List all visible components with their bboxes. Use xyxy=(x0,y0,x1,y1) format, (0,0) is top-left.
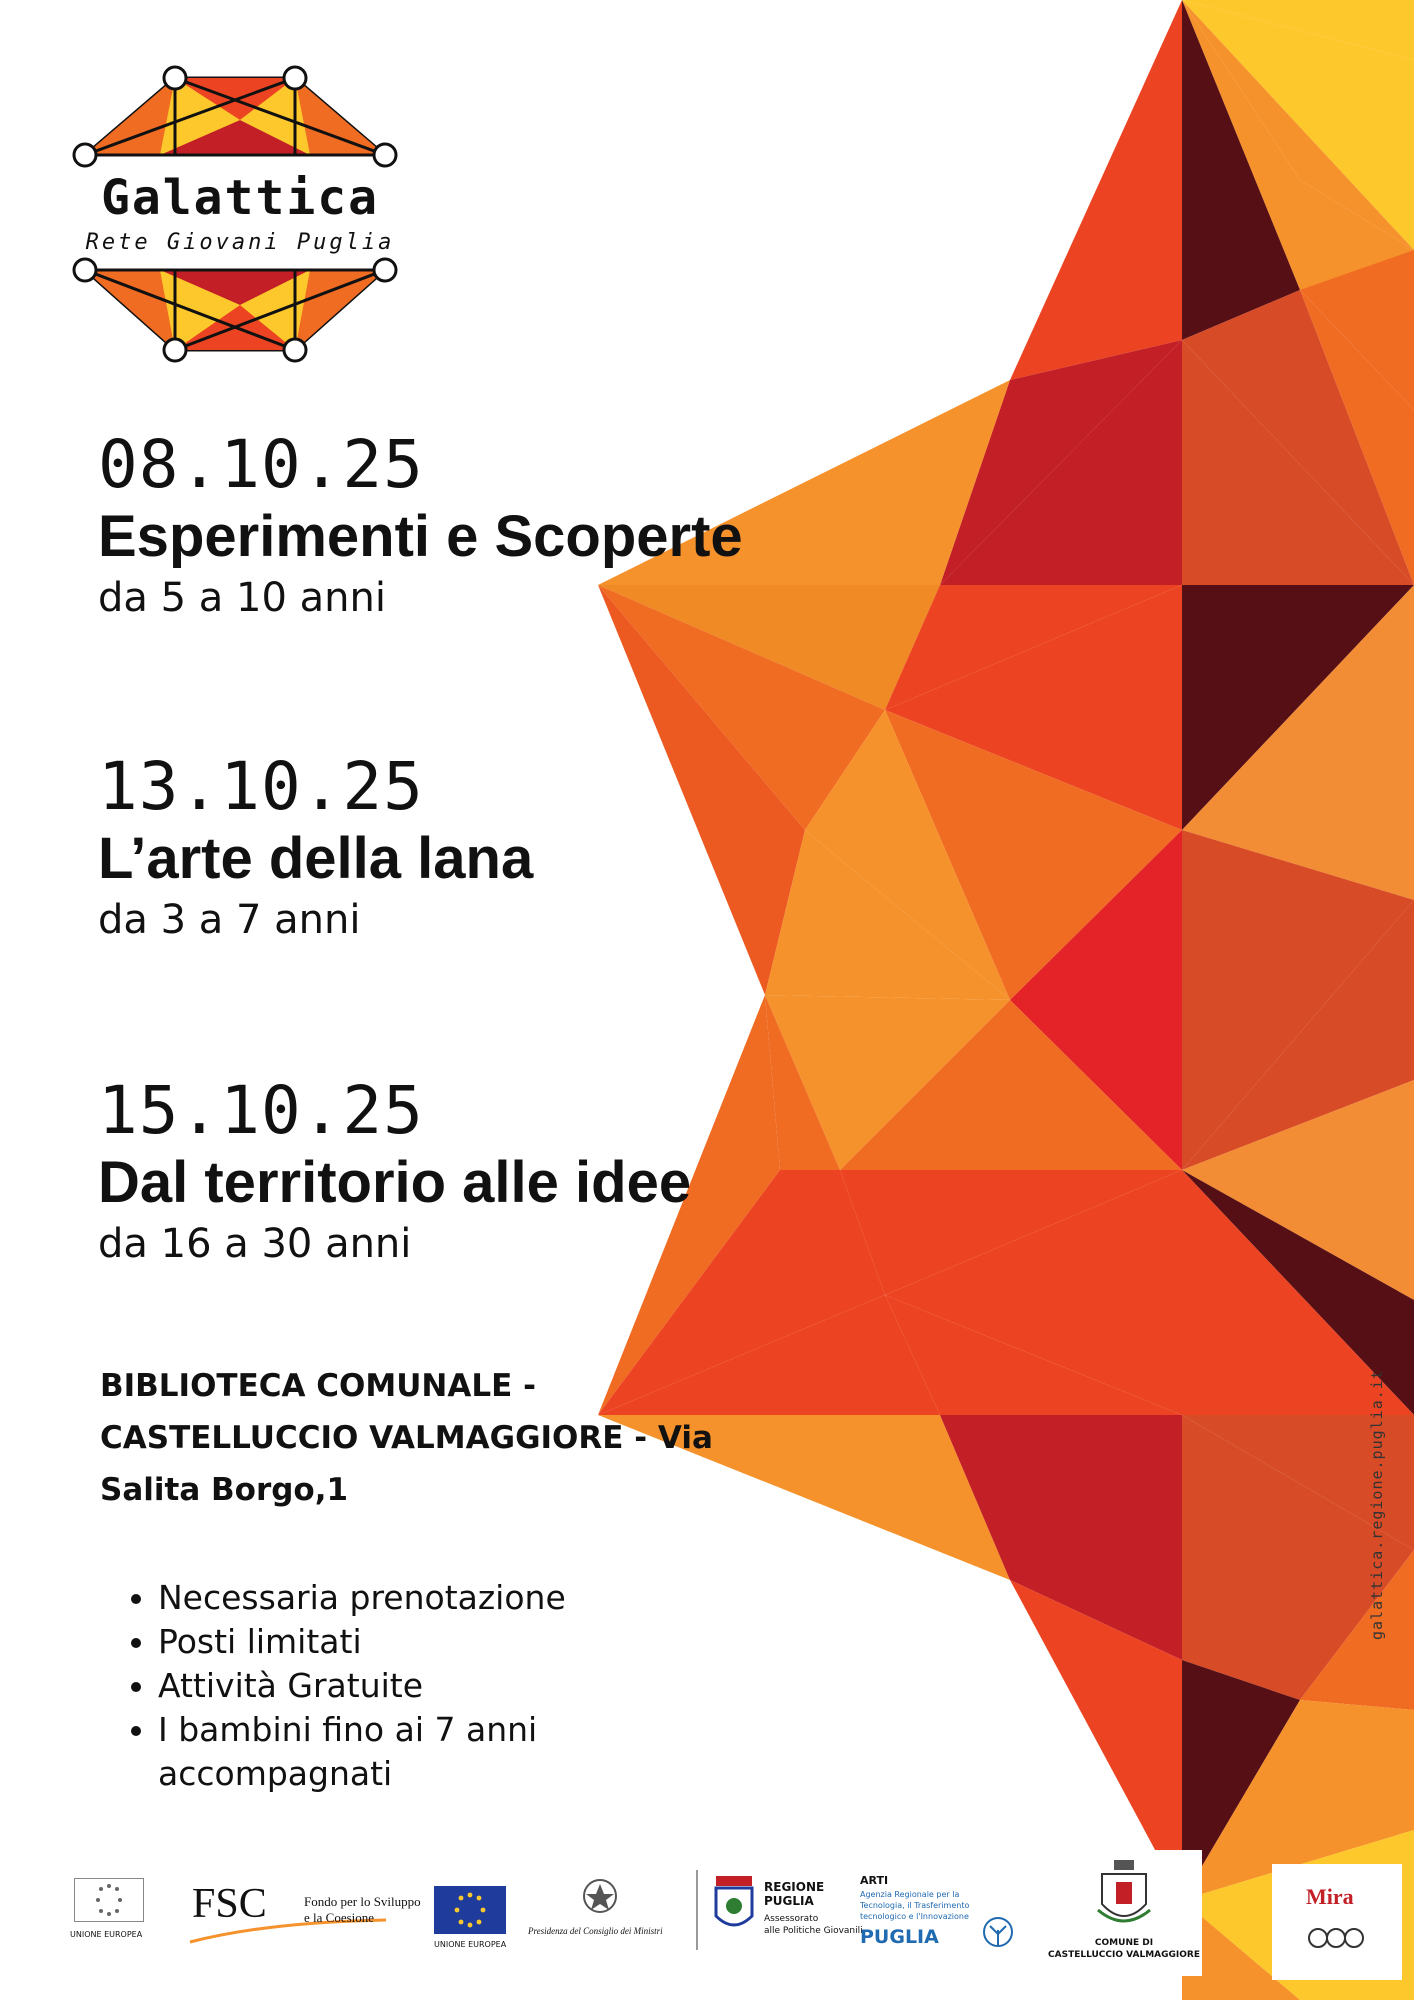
comune-line: COMUNE DI xyxy=(1094,1938,1154,1948)
comune-crest-icon xyxy=(1094,1860,1154,1930)
eu-logo-2 xyxy=(432,1886,512,1950)
list-item: • Necessaria prenotazione xyxy=(158,1576,718,1620)
eu-logo-1 xyxy=(70,1878,150,1946)
list-item: • I bambini fino ai 7 anni accompagnati xyxy=(158,1708,718,1796)
event-title: Dal territorio alle idee xyxy=(98,1150,692,1215)
notes-list xyxy=(120,1576,718,1796)
mira-emblem-icon xyxy=(1306,1926,1366,1950)
comune-line: CASTELLUCCIO VALMAGGIORE xyxy=(1048,1950,1200,1960)
fsc-line: Fondo per lo Sviluppo xyxy=(304,1894,421,1909)
event-1 xyxy=(98,428,858,624)
event-date: 13.10.25 xyxy=(98,748,424,825)
arti-puglia: PUGLIA xyxy=(860,1926,939,1948)
fsc-line: e la Coesione xyxy=(304,1910,375,1925)
regione-line: REGIONE xyxy=(764,1880,825,1894)
regione-line: alle Politiche Giovanili xyxy=(764,1926,863,1936)
presidenza-logo xyxy=(528,1876,678,1946)
event-age: da 3 a 7 anni xyxy=(98,897,361,943)
regione-shield-icon xyxy=(712,1876,756,1936)
fsc-logo xyxy=(188,1880,421,1950)
event-2 xyxy=(98,750,858,946)
eu-label: UNIONE EUROPEA xyxy=(434,1940,507,1949)
event-age: da 16 a 30 anni xyxy=(98,1221,412,1267)
eu-label: UNIONE EUROPEA xyxy=(70,1930,143,1939)
list-item: • Posti limitati xyxy=(158,1620,718,1664)
regione-line: PUGLIA xyxy=(764,1894,814,1908)
event-title: L’arte della lana xyxy=(98,826,534,891)
comune-logo xyxy=(1046,1850,1202,1976)
event-date: 15.10.25 xyxy=(98,1072,424,1149)
arti-title: ARTI xyxy=(860,1874,889,1887)
presidenza-label: Presidenza del Consiglio dei Ministri xyxy=(528,1926,663,1936)
regione-line: Assessorato xyxy=(764,1914,819,1924)
eu-flag-icon xyxy=(74,1878,144,1922)
arti-line: Agenzia Regionale per la xyxy=(860,1890,960,1899)
fsc-label: FSC xyxy=(192,1881,267,1927)
regione-puglia-logo xyxy=(712,1876,863,1948)
venue-address xyxy=(100,1360,760,1516)
eu-flag-icon xyxy=(434,1886,506,1934)
event-3 xyxy=(98,1074,858,1270)
event-date: 08.10.25 xyxy=(98,426,424,503)
venue-line: BIBLIOTECA COMUNALE - xyxy=(100,1368,536,1404)
emblem-icon xyxy=(580,1876,620,1920)
logo-title: Galattica xyxy=(100,170,380,226)
arti-line: Tecnologia, il Trasferimento xyxy=(860,1901,970,1910)
galattica-logo xyxy=(55,60,425,370)
venue-line: Salita Borgo,1 xyxy=(100,1472,349,1508)
tree-icon xyxy=(980,1916,1016,1950)
divider xyxy=(696,1870,698,1950)
logo-subtitle: Rete Giovani Puglia xyxy=(85,230,395,255)
event-title: Esperimenti e Scoperte xyxy=(98,504,743,569)
mira-logo xyxy=(1272,1864,1402,1980)
arti-logo xyxy=(858,1874,968,1950)
art-triangle xyxy=(1010,0,1182,380)
side-url: galattica.regione.puglia.it xyxy=(1368,1369,1386,1640)
event-age: da 5 a 10 anni xyxy=(98,575,386,621)
mira-label: Mira xyxy=(1306,1884,1354,1909)
arti-line: tecnologico e l'Innovazione xyxy=(860,1912,969,1921)
tree-logo xyxy=(980,1916,1020,1952)
list-item: • Attività Gratuite xyxy=(158,1664,718,1708)
venue-line: CASTELLUCCIO VALMAGGIORE - Via xyxy=(100,1420,713,1456)
